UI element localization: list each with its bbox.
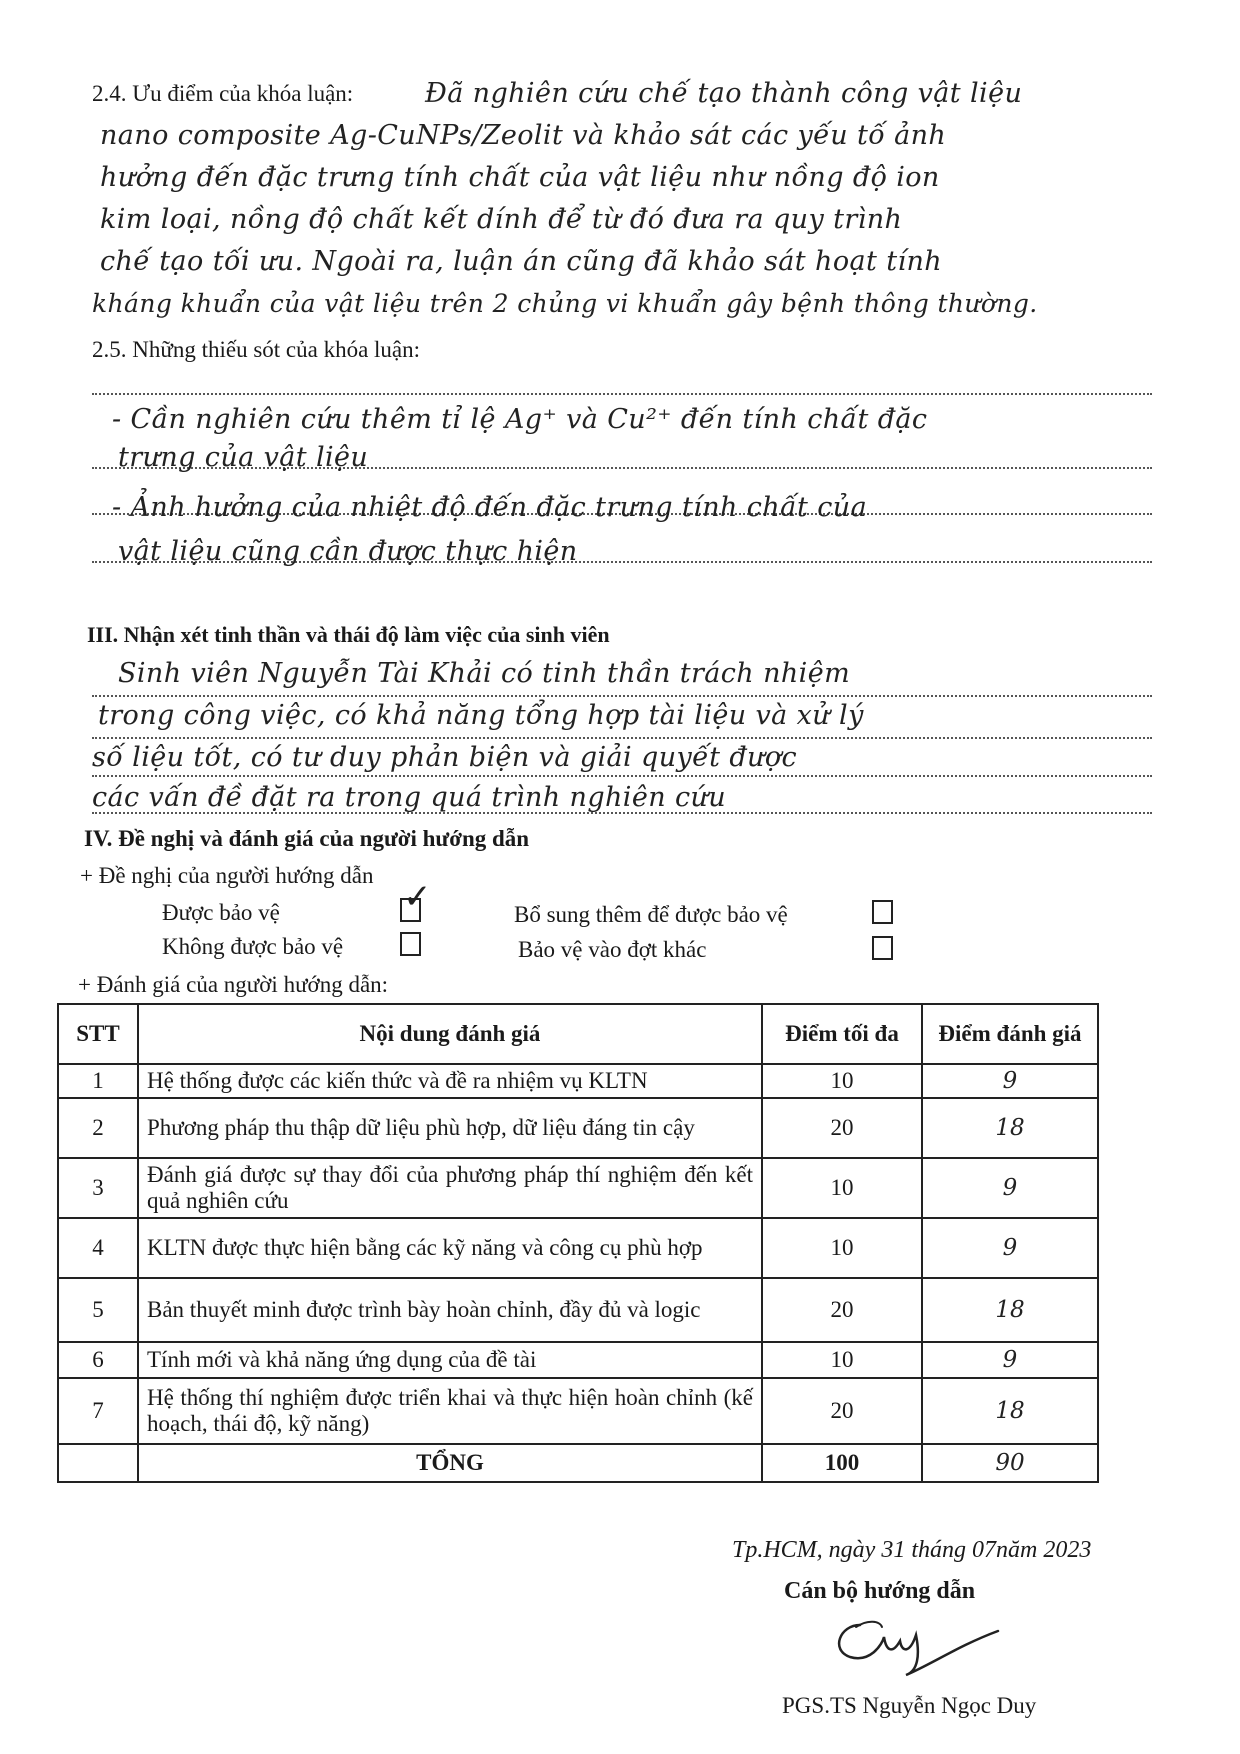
table-row — [58, 1158, 1098, 1218]
supplement-checkbox[interactable] — [872, 900, 893, 924]
row-max: 20 — [762, 1098, 922, 1158]
row-score: 18 — [922, 1098, 1098, 1158]
table-row — [58, 1218, 1098, 1278]
dotted-line — [92, 737, 1152, 739]
attitude-line-1: Sinh viên Nguyễn Tài Khải có tinh thần trách nhiệm — [118, 658, 851, 689]
row-score: 9 — [922, 1218, 1098, 1278]
table-row — [58, 1378, 1098, 1444]
header-content: Nội dung đánh giá — [138, 1004, 762, 1064]
row-stt: 4 — [58, 1218, 138, 1278]
row-stt: 7 — [58, 1378, 138, 1444]
row-stt: 3 — [58, 1158, 138, 1218]
row-score: 9 — [922, 1158, 1098, 1218]
row-max: 20 — [762, 1278, 922, 1342]
strengths-line-6: kháng khuẩn của vật liệu trên 2 chủng vi khuẩn gây bệnh thông thường. — [92, 289, 1038, 318]
header-stt: STT — [58, 1004, 138, 1064]
table-total-row — [58, 1444, 1098, 1482]
checkmark-icon: ✓ — [403, 877, 432, 917]
total-max: 100 — [762, 1444, 922, 1482]
strengths-line-1: Đã nghiên cứu chế tạo thành công vật liệu — [425, 78, 1023, 109]
row-content: Hệ thống được các kiến thức và đề ra nhiệm vụ KLTN — [138, 1064, 762, 1098]
total-label: TỔNG — [138, 1444, 762, 1482]
attitude-line-3: số liệu tốt, có tư duy phản biện và giải quyết được — [92, 742, 798, 773]
strengths-line-3: hưởng đến đặc trưng tính chất của vật liệu như nồng độ ion — [100, 162, 940, 193]
signer-role: Cán bộ hướng dẫn — [784, 1578, 976, 1604]
table-row — [58, 1064, 1098, 1098]
row-max: 10 — [762, 1064, 922, 1098]
section-2-4-label: 2.4. Ưu điểm của khóa luận: — [92, 81, 354, 106]
table-row — [58, 1278, 1098, 1342]
dotted-line — [92, 393, 1152, 395]
table-row — [58, 1098, 1098, 1158]
row-stt: 2 — [58, 1098, 138, 1158]
row-content: Bản thuyết minh được trình bày hoàn chỉnh, đầy đủ và logic — [138, 1278, 762, 1342]
dotted-line — [92, 775, 1152, 777]
weakness-line-4: vật liệu cũng cần được thực hiện — [118, 536, 578, 567]
section-4-title: IV. Đề nghị và đánh giá của người hướng dẫn — [84, 826, 530, 851]
row-score: 18 — [922, 1278, 1098, 1342]
row-score: 18 — [922, 1378, 1098, 1444]
strengths-line-5: chế tạo tối ưu. Ngoài ra, luận án cũng đã khảo sát hoạt tính — [100, 246, 943, 277]
total-score: 90 — [922, 1444, 1098, 1482]
row-stt: 5 — [58, 1278, 138, 1342]
header-max: Điểm tối đa — [762, 1004, 922, 1064]
option-supplement-label: Bổ sung thêm để được bảo vệ — [514, 902, 788, 927]
row-max: 10 — [762, 1158, 922, 1218]
table-header-row — [58, 1004, 1098, 1064]
option-defend-label: Được bảo vệ — [162, 900, 280, 925]
option-no-defend-label: Không được bảo vệ — [162, 934, 344, 959]
weakness-line-2: trưng của vật liệu — [118, 442, 369, 473]
weakness-line-3: - Ảnh hưởng của nhiệt độ đến đặc trưng tính chất của — [112, 492, 868, 523]
section-2-5-label: 2.5. Những thiếu sót của khóa luận: — [92, 337, 421, 362]
place-date: Tp.HCM, ngày 31 tháng 07năm 2023 — [732, 1537, 1092, 1563]
strengths-line-2: nano composite Ag-CuNPs/Zeolit và khảo sát các yếu tố ảnh — [100, 120, 947, 151]
row-content: Phương pháp thu thập dữ liệu phù hợp, dữ liệu đáng tin cậy — [138, 1098, 762, 1158]
attitude-line-2: trong công việc, có khả năng tổng hợp tài liệu và xử lý — [98, 700, 864, 731]
header-score: Điểm đánh giá — [922, 1004, 1098, 1064]
row-stt: 1 — [58, 1064, 138, 1098]
row-content: Tính mới và khả năng ứng dụng của đề tài — [138, 1342, 762, 1378]
row-max: 10 — [762, 1342, 922, 1378]
evaluation-label: + Đánh giá của người hướng dẫn: — [78, 972, 389, 997]
option-later-label: Bảo vệ vào đợt khác — [518, 937, 707, 962]
row-score: 9 — [922, 1342, 1098, 1378]
table-row — [58, 1342, 1098, 1378]
dotted-line — [92, 695, 1152, 697]
strengths-line-4: kim loại, nồng độ chất kết dính để từ đó đưa ra quy trình — [100, 204, 903, 235]
row-content: Hệ thống thí nghiệm được triển khai và thực hiện hoàn chỉnh (kế hoạch, thái độ, kỹ năng) — [138, 1378, 762, 1444]
row-content: Đánh giá được sự thay đổi của phương pháp thí nghiệm đến kết quả nghiên cứu — [138, 1158, 762, 1218]
row-max: 20 — [762, 1378, 922, 1444]
proposal-label: + Đề nghị của người hướng dẫn — [80, 863, 374, 888]
row-content: KLTN được thực hiện bằng các kỹ năng và công cụ phù hợp — [138, 1218, 762, 1278]
row-stt: 6 — [58, 1342, 138, 1378]
signature — [820, 1605, 1010, 1685]
row-score: 9 — [922, 1064, 1098, 1098]
row-max: 10 — [762, 1218, 922, 1278]
section-3-title: III. Nhận xét tinh thần và thái độ làm việc của sinh viên — [87, 622, 610, 647]
later-checkbox[interactable] — [872, 936, 893, 960]
signer-name: PGS.TS Nguyễn Ngọc Duy — [782, 1693, 1037, 1718]
attitude-line-4: các vấn đề đặt ra trong quá trình nghiên cứu — [92, 782, 727, 813]
grade-table — [57, 1003, 1099, 1483]
no-defend-checkbox[interactable] — [400, 932, 421, 956]
weakness-line-1: - Cần nghiên cứu thêm tỉ lệ Ag⁺ và Cu²⁺ đến tính chất đặc — [112, 404, 928, 435]
